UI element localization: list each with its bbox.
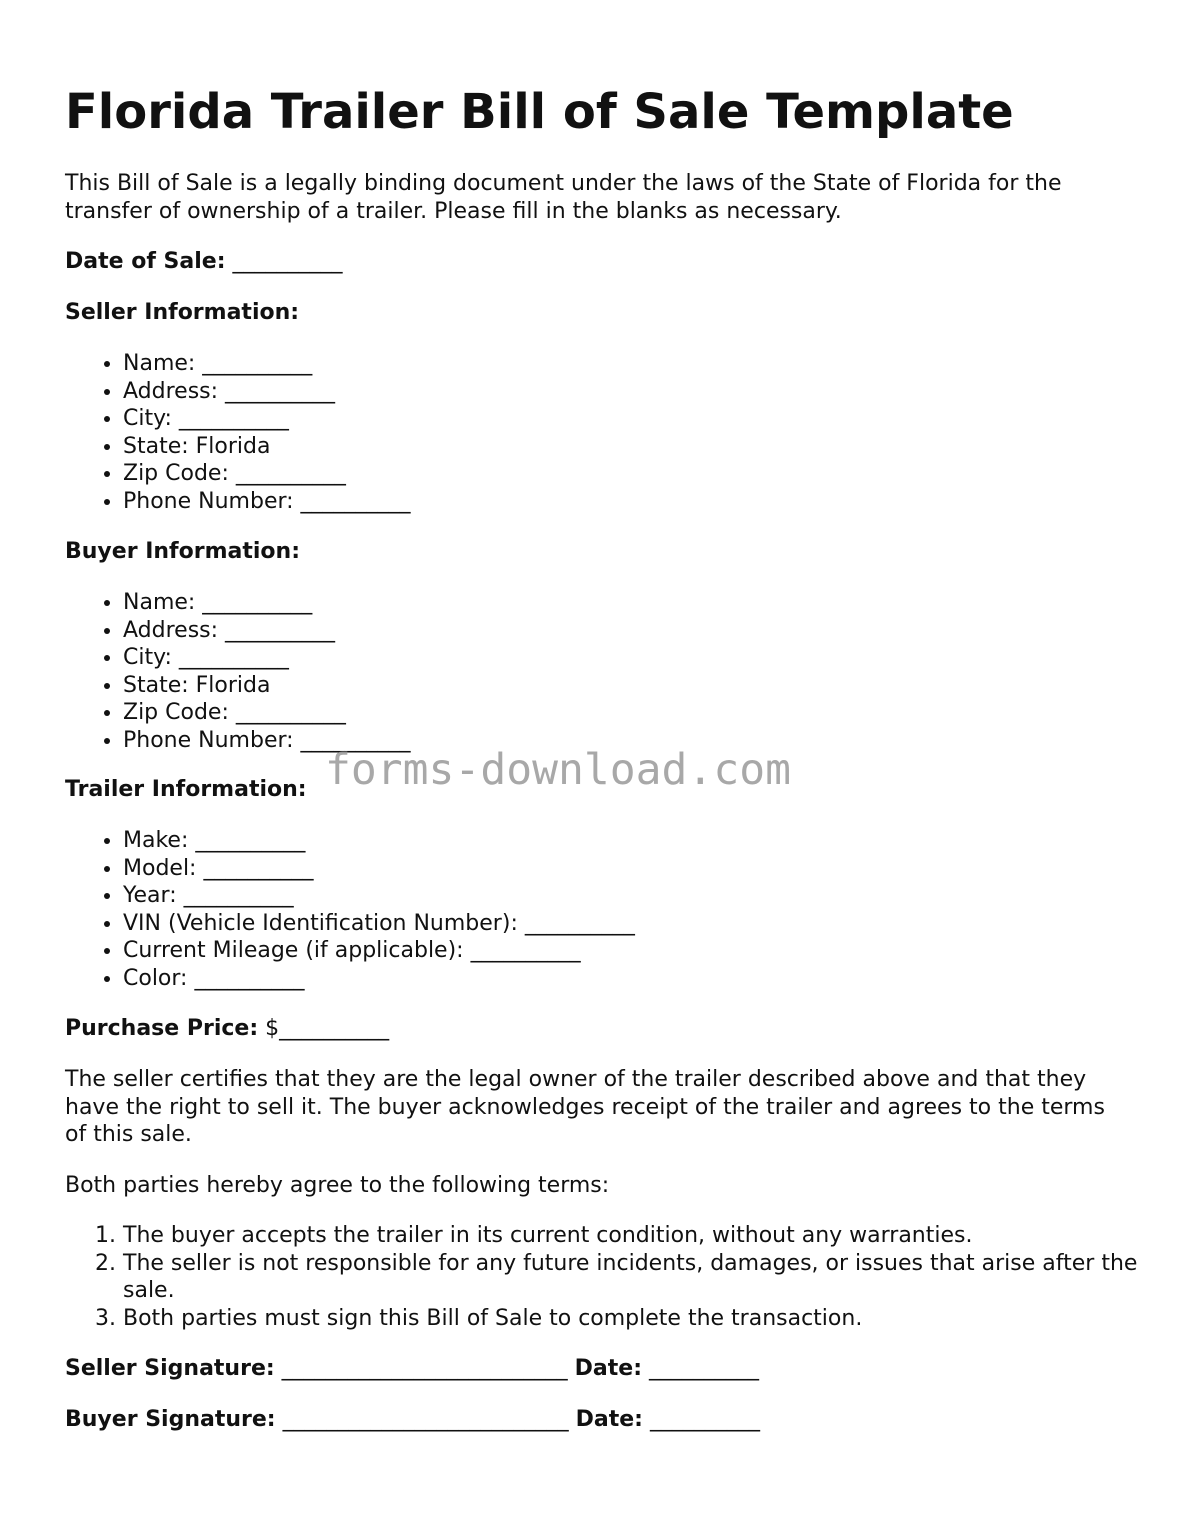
- list-item: • City: __________: [123, 405, 1181, 433]
- list-item: 2. The seller is not responsible for any future incidents, damages, or issues that arise after the sale.: [123, 1250, 1181, 1305]
- buyer-signature-line: [65, 1406, 1125, 1434]
- watermark-text: forms-download.com: [325, 745, 791, 795]
- list-item: • Color: __________: [123, 965, 1181, 993]
- list-item: • State: Florida: [123, 433, 1181, 461]
- list-item: 1. The buyer accepts the trailer in its current condition, without any warranties.: [123, 1222, 1181, 1250]
- date-of-sale-blank: __________: [232, 249, 343, 274]
- buyer-date-label: Date:: [575, 1407, 643, 1432]
- date-of-sale-label: Date of Sale:: [65, 249, 226, 274]
- list-item: • Phone Number: __________: [123, 488, 1181, 516]
- list-item: • Name: __________: [123, 589, 1181, 617]
- list-item: • Address: __________: [123, 378, 1181, 406]
- list-item: • Year: __________: [123, 882, 1181, 910]
- list-item: • Zip Code: __________: [123, 460, 1181, 488]
- buyer-heading: Buyer Information:: [65, 539, 300, 564]
- purchase-price-label: Purchase Price:: [65, 1016, 259, 1041]
- list-item: • Make: __________: [123, 827, 1181, 855]
- date-of-sale: [65, 248, 1125, 276]
- intro-paragraph: This Bill of Sale is a legally binding document under the laws of the State of Florida for the transfer of ownership of a trailer. Please fill in the blanks as necessary.: [65, 171, 1062, 224]
- list-item: • Model: __________: [123, 855, 1181, 883]
- list-item: • Current Mileage (if applicable): __________: [123, 937, 1181, 965]
- buyer-signature-blank: __________________________: [282, 1407, 569, 1432]
- terms-list: [65, 1222, 1181, 1332]
- seller-date-blank: __________: [649, 1356, 760, 1381]
- trailer-heading: Trailer Information:: [65, 777, 307, 802]
- seller-signature-blank: __________________________: [281, 1356, 568, 1381]
- seller-signature-label: Seller Signature:: [65, 1356, 275, 1381]
- list-item: • City: __________: [123, 644, 1181, 672]
- seller-list: [65, 350, 1181, 515]
- purchase-price: [65, 1015, 1125, 1043]
- list-item: • VIN (Vehicle Identification Number): __________: [123, 910, 1181, 938]
- list-item: • Phone Number: __________: [123, 727, 1181, 755]
- seller-signature-line: [65, 1355, 1125, 1383]
- trailer-list: [65, 827, 1181, 992]
- list-item: • Name: __________: [123, 350, 1181, 378]
- list-item: 3. Both parties must sign this Bill of Sale to complete the transaction.: [123, 1305, 1181, 1333]
- page-title: Florida Trailer Bill of Sale Template: [65, 84, 1014, 140]
- buyer-list: [65, 589, 1181, 754]
- seller-heading: Seller Information:: [65, 300, 300, 325]
- list-item: • Zip Code: __________: [123, 699, 1181, 727]
- list-item: • State: Florida: [123, 672, 1181, 700]
- list-item: • Address: __________: [123, 617, 1181, 645]
- certification-paragraph: The seller certifies that they are the legal owner of the trailer described above and that they have the right to sell it. The buyer acknowledges receipt of the trailer and agrees to the terms of this sale.: [65, 1067, 1105, 1147]
- buyer-date-blank: __________: [649, 1407, 760, 1432]
- terms-intro: Both parties hereby agree to the following terms:: [65, 1173, 610, 1198]
- buyer-signature-label: Buyer Signature:: [65, 1407, 276, 1432]
- purchase-price-blank: $__________: [265, 1016, 390, 1041]
- seller-date-label: Date:: [574, 1356, 643, 1381]
